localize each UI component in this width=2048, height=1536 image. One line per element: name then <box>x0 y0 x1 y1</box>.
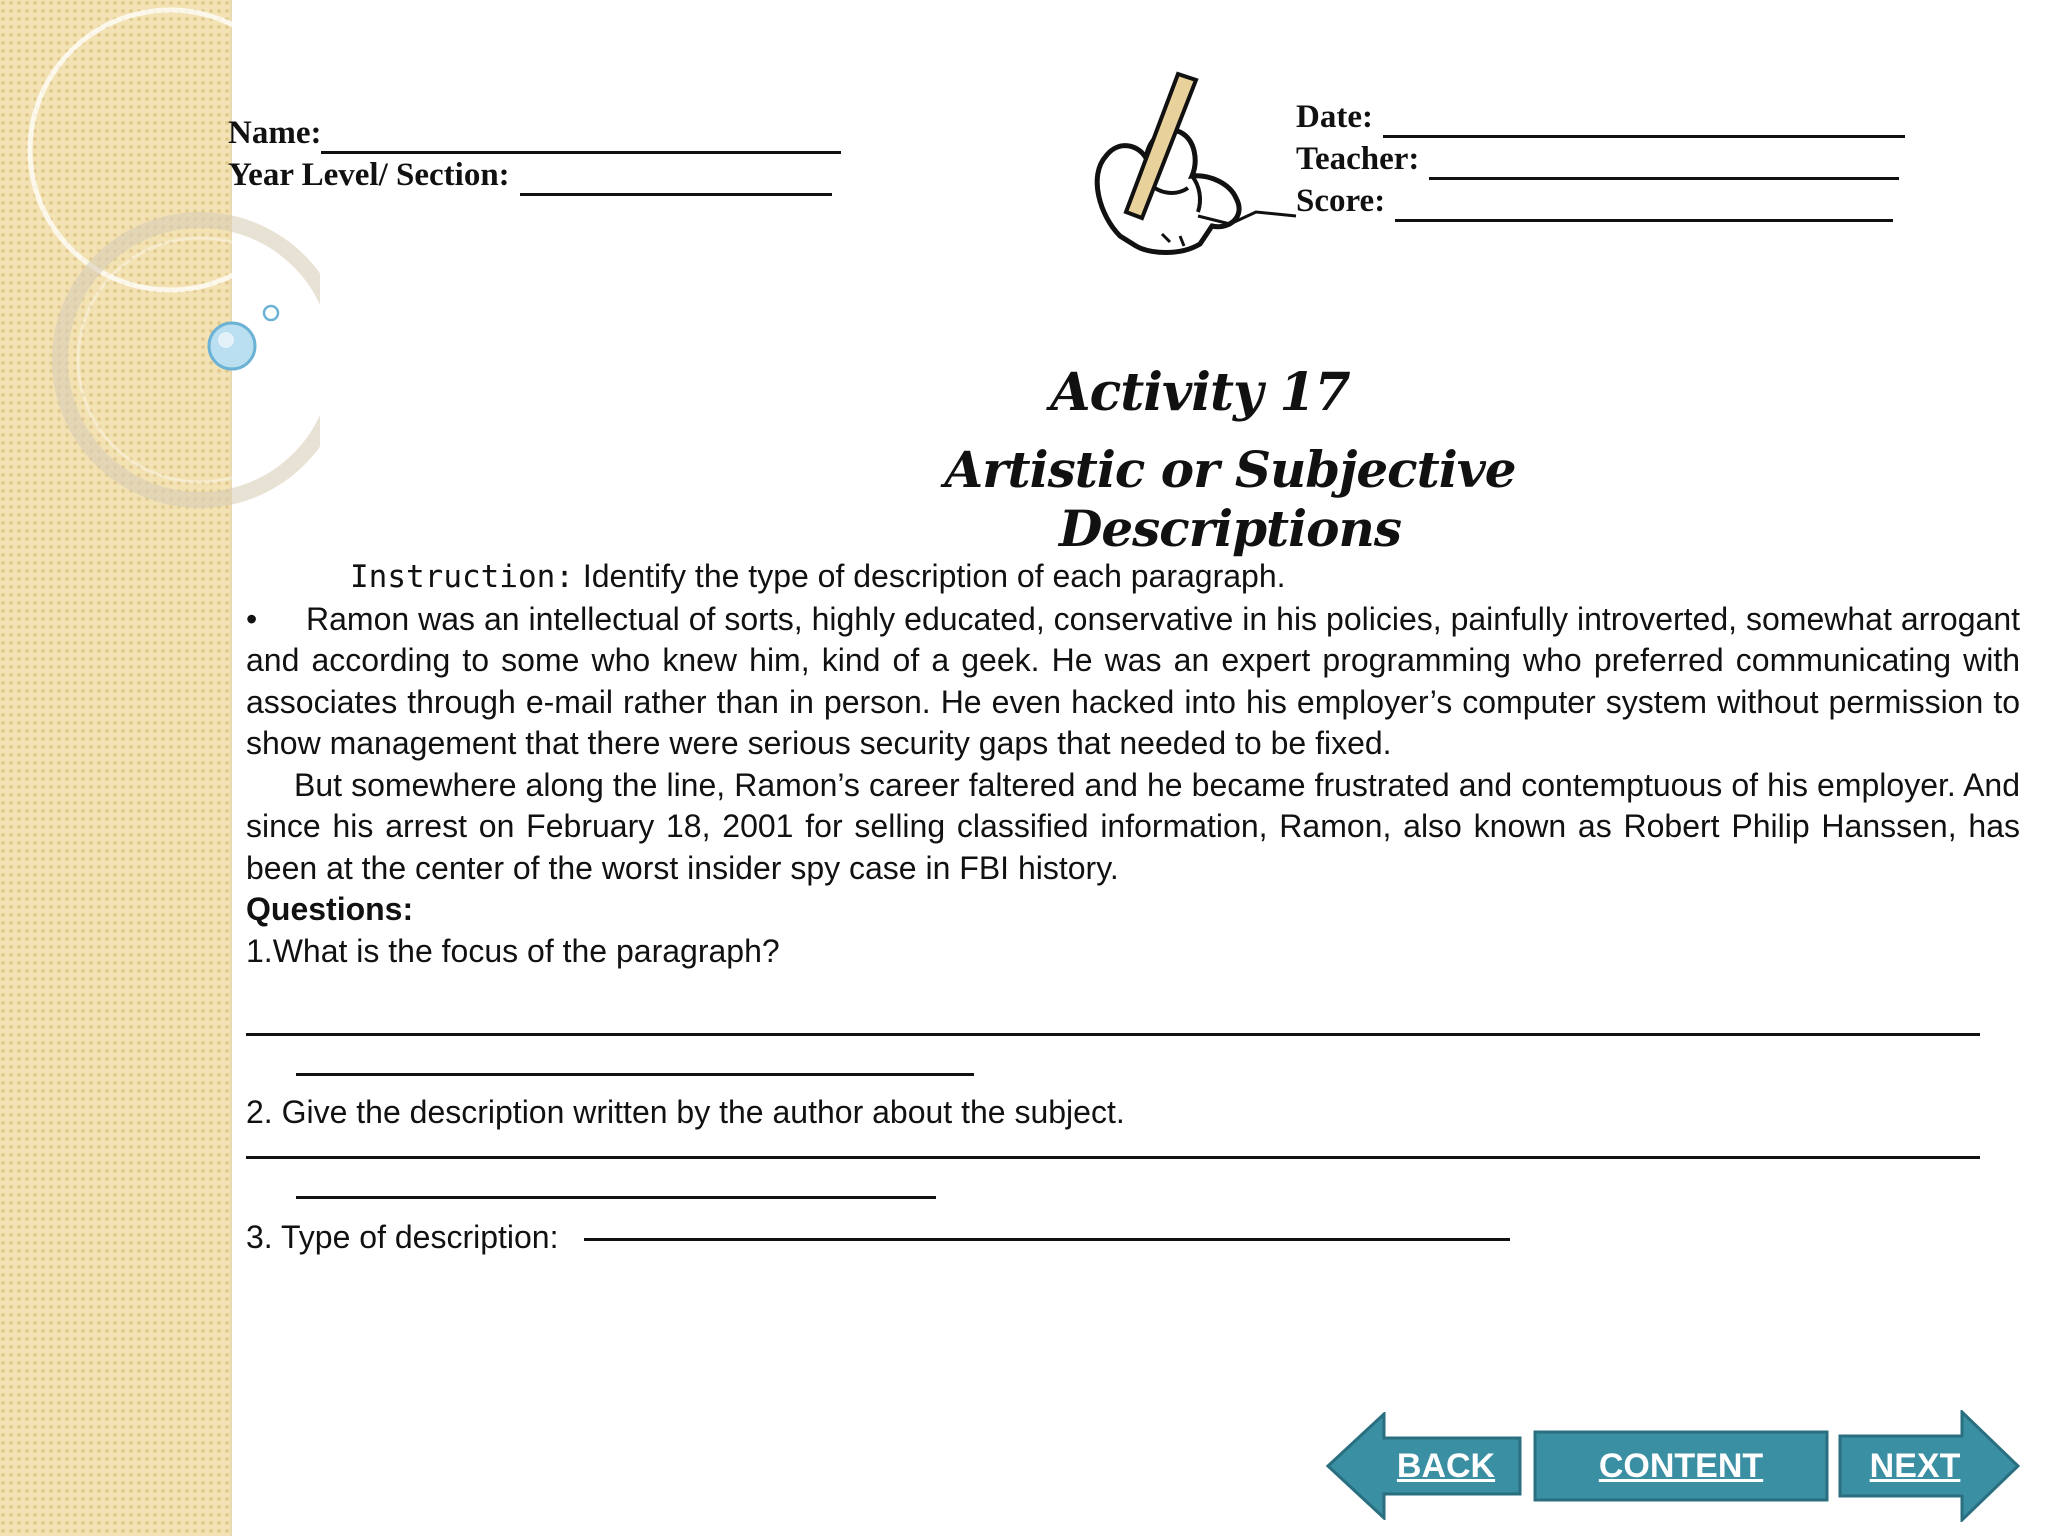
teacher-label: Teacher: <box>1296 141 1420 177</box>
score-label: Score: <box>1296 183 1386 219</box>
writing-hand-icon <box>1080 66 1300 258</box>
question-1: 1.What is the focus of the paragraph? <box>246 932 780 969</box>
answer-line-q1-a[interactable] <box>246 1033 1980 1036</box>
activity-subtitle: Artistic or Subjective Descriptions <box>944 440 1516 558</box>
student-info-fields <box>228 112 841 196</box>
next-button-label: NEXT <box>1869 1446 1961 1485</box>
answer-line-q2-b[interactable] <box>296 1196 936 1199</box>
answer-line-q2-a[interactable] <box>246 1156 1980 1159</box>
score-field[interactable] <box>1296 180 1905 222</box>
instruction-label: Instruction: <box>350 559 574 595</box>
name-label: Name: <box>228 115 322 151</box>
year-section-blank[interactable] <box>520 163 832 196</box>
activity-title: Activity 17 <box>1050 362 1350 423</box>
questions-heading: Questions: <box>246 891 414 927</box>
passage-paragraph-2: But somewhere along the line, Ramon’s career faltered and he became frustrated and contemptuous of his employer. And since his arrest on February 18, 2001 for selling classified information, Ramon, also known as Robert Philip Hanssen, has been at the center of the worst insider spy case in FBI history. <box>246 766 2020 886</box>
answer-line-q3[interactable] <box>584 1238 1510 1241</box>
teacher-field[interactable] <box>1296 138 1905 180</box>
content-button[interactable] <box>1533 1430 1829 1502</box>
instruction-line <box>246 556 2020 599</box>
name-blank[interactable] <box>321 121 841 154</box>
bullet-icon: • <box>246 600 258 637</box>
back-button[interactable] <box>1326 1412 1522 1520</box>
score-blank[interactable] <box>1395 189 1893 222</box>
date-field[interactable] <box>1296 96 1905 138</box>
activity-body <box>246 556 2020 972</box>
year-section-label: Year Level/ Section: <box>228 157 510 193</box>
answer-line-q1-b[interactable] <box>296 1073 974 1076</box>
name-field[interactable] <box>228 112 841 154</box>
date-blank[interactable] <box>1383 105 1905 138</box>
content-button-label: CONTENT <box>1598 1446 1764 1485</box>
question-3: 3. Type of description: <box>246 1219 559 1255</box>
assessment-info-fields <box>1296 96 1905 222</box>
passage-paragraph-1-text: Ramon was an intellectual of sorts, highly educated, conservative in his policies, painfully introverted, somewhat arrogant and according to some who knew him, kind of a geek. He was an expert programming who preferred communicating with associates through e-mail rather than in person. He even hacked into his employer’s computer system without permission to show management that there were serious security gaps that needed to be fixed. <box>246 600 2020 761</box>
decorative-circles <box>0 0 320 560</box>
date-label: Date: <box>1296 99 1373 135</box>
next-button[interactable] <box>1838 1410 2020 1522</box>
instruction-text: Identify the type of description of each paragraph. <box>573 558 1286 594</box>
question-2: 2. Give the description written by the author about the subject. <box>246 1094 1125 1130</box>
year-section-field[interactable] <box>228 154 841 196</box>
teacher-blank[interactable] <box>1429 147 1899 180</box>
back-button-label: BACK <box>1396 1446 1496 1485</box>
passage-paragraph-1 <box>246 599 2020 765</box>
